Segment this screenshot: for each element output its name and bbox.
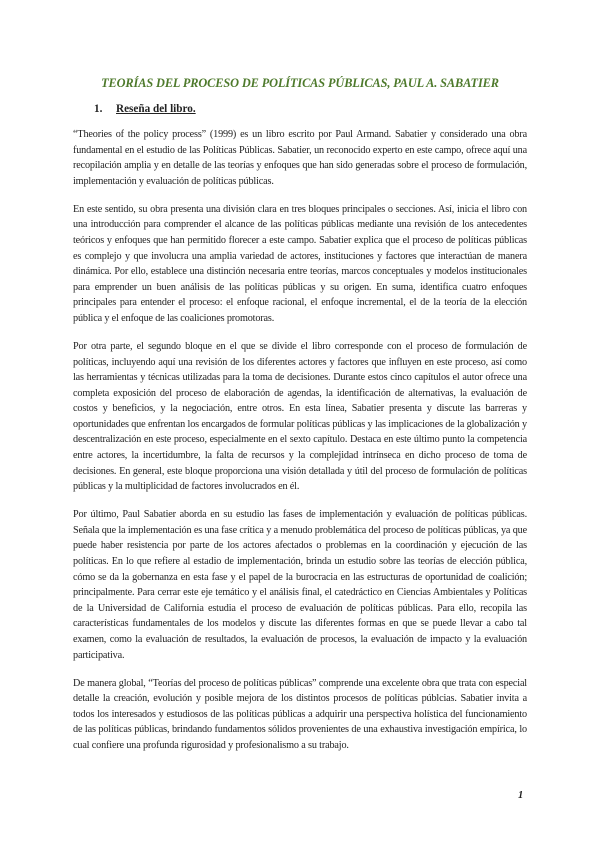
page-number: 1 (518, 790, 524, 801)
body-text (73, 127, 527, 766)
paragraph-2: En este sentido, su obra presenta una división clara en tres bloques principales o secciones. Así, inicia el libro con una introducción para comprender el alcance de las políticas públicas mediante una revisión de los antecedentes teóricos y enfoques que han permitido florecer a este campo. Sabatier explica que el proceso de políticas públicas es complejo y que involucra una amplia variedad de actores, instituciones y factores que interactúan de manera dinámica. Por ello, establece una distinción necesaria entre teorías, marcos conceptuales y modelos institucionales para emprender un buen análisis de las políticas públicas y su origen. En suma, identifica cuatro enfoques principales para entender el proceso: el enfoque racional, el enfoque incremental, el de la teoría de la elección pública y el enfoque de las coaliciones promotoras. (73, 203, 527, 324)
section-heading (94, 103, 196, 115)
section-number: 1. (94, 103, 103, 115)
paragraph-1: “Theories of the policy process” (1999) es un libro escrito por Paul Armand. Sabatier y considerado una obra fundamental en el estudio de las Políticas Públicas. Sabatier, un reconocido experto en este campo, ofrece aquí una recopilación amplia y en detalle de las teorías y enfoques que han sido generadas sobre el proceso de formulación, implementación y evaluación de políticas públicas. (73, 129, 527, 187)
section-heading-text: Reseña del libro. (116, 103, 196, 115)
paragraph-3: Por otra parte, el segundo bloque en el que se divide el libro corresponde con el proceso de formulación de políticas, incluyendo aquí una revisión de los diferentes actores y factores que influyen en este proceso, así como las herramientas y técnicas utilizadas para la toma de decisiones. Durante estos cinco capítulos el autor ofrece una completa exposición del proceso de elaboración de agendas, la identificación de alternativas, la evaluación de costos y beneficios, y la negociación, entre otros. En esta línea, Sabatier presenta y discute las barreras y oportunidades que enfrentan los encargados de formular políticas públicas y las implicaciones de la globalización y descentralización en este proceso, especialmente en el sexto capítulo. Destaca en este último punto la competencia entre actores, la incertidumbre, la falta de recursos y la complejidad intrínseca en dicho proceso de toma de decisiones. En general, este bloque proporciona una visión detallada y útil del proceso de formulación de políticas públicas y la multiplicidad de factores involucrados en él. (73, 340, 527, 493)
document-title: TEORÍAS DEL PROCESO DE POLÍTICAS PÚBLICAS, PAUL A. SABATIER (101, 76, 499, 90)
paragraph-4: Por último, Paul Sabatier aborda en su estudio las fases de implementación y evaluación de políticas públicas. Señala que la implementación es una fase crítica y a menudo problemática del proceso de políticas públicas, ya que puede haber resistencia por parte de los actores afectados o problemas en la coordinación y ejecución de las políticas. En lo que refiere al estadio de implementación, brinda un estudio sobre las teorías de elección pública, cómo se da la gobernanza en esta fase y el papel de la burocracia en las estructuras de oportunidad de coalición; principalmente. Para cerrar este eje temático y el análisis final, el catedráctico en Ciencias Ambientales y Políticas de la Universidad de California estudia el proceso de evaluación de políticas públicas. Para ello, recopila las características fundamentales de los modelos y discute las diferentes formas en que se puede llevar a cabo tal examen, como la evaluación de resultados, la evaluación de procesos, la evaluación de impacto y la evaluación participativa. (73, 509, 527, 661)
paragraph-5: De manera global, “Teorías del proceso de políticas públicas” comprende una excelente obra que trata con especial detalle la creación, evolución y posible mejora de los distintos procesos de políticas públcias. Sabatier invita a todos los interesados y estudiosos de las políticas públicas a adquirir una perspectiva holística del funcionamiento de las políticas públicas, brindando fundamentos sólidos provenientes de una exhaustiva investigación empírica, lo cual confiere una profunda rigurosidad y profesionalismo a su trabajo. (73, 677, 527, 751)
